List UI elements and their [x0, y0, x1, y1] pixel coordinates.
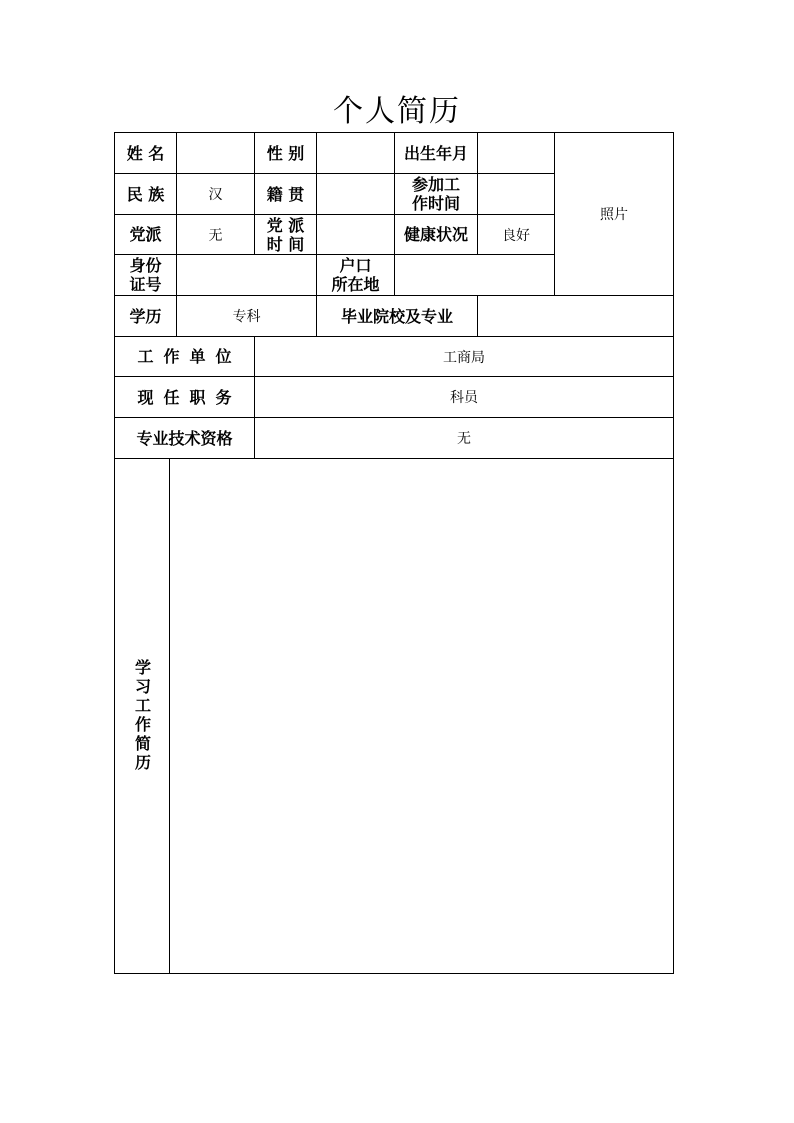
party-label: 党派 — [115, 215, 177, 255]
hukou-label-line1: 户口 — [339, 256, 372, 275]
history-field[interactable] — [170, 459, 673, 973]
birth-field[interactable] — [478, 133, 555, 174]
health-value[interactable]: 良好 — [478, 215, 555, 255]
history-label-cell — [115, 459, 170, 973]
resume-form — [114, 132, 674, 974]
work-start-label-line1: 参加工 — [411, 175, 460, 194]
education-value[interactable]: 专科 — [177, 296, 317, 337]
party-time-label-line1: 党 派 — [266, 215, 305, 235]
ethnicity-value[interactable]: 汉 — [177, 174, 255, 215]
name-label: 姓 名 — [115, 133, 177, 174]
position-label: 现任职务 — [115, 377, 255, 418]
qualification-value[interactable]: 无 — [255, 418, 673, 459]
birth-label: 出生年月 — [395, 133, 478, 174]
gender-field[interactable] — [317, 133, 395, 174]
employer-value[interactable]: 工商局 — [255, 337, 673, 377]
hukou-label — [317, 255, 395, 296]
party-value[interactable]: 无 — [177, 215, 255, 255]
name-field[interactable] — [177, 133, 255, 174]
education-label: 学历 — [115, 296, 177, 337]
native-place-field[interactable] — [317, 174, 395, 215]
photo-label: 照片 — [600, 207, 628, 223]
party-time-field[interactable] — [317, 215, 395, 255]
work-start-label-line2: 作时间 — [411, 194, 460, 213]
id-label-line2: 证号 — [129, 275, 162, 294]
page-title: 个人简历 — [333, 94, 461, 129]
health-label: 健康状况 — [395, 215, 478, 255]
party-time-label-line2: 时 间 — [266, 234, 305, 254]
party-time-label — [255, 215, 317, 255]
work-start-field[interactable] — [478, 174, 555, 215]
hukou-field[interactable] — [395, 255, 555, 296]
id-label — [115, 255, 177, 296]
position-value[interactable]: 科员 — [255, 377, 673, 418]
id-number-field[interactable] — [177, 255, 317, 296]
history-label: 学习工作简历 — [132, 659, 152, 773]
school-label: 毕业院校及专业 — [317, 296, 478, 337]
school-field[interactable] — [478, 296, 673, 337]
employer-label: 工作单位 — [115, 337, 255, 377]
id-label-line1: 身份 — [129, 256, 162, 275]
native-place-label: 籍 贯 — [255, 174, 317, 215]
hukou-label-line2: 所在地 — [331, 275, 380, 294]
work-start-label — [395, 174, 478, 215]
photo-box[interactable] — [555, 133, 673, 296]
qualification-label: 专业技术资格 — [115, 418, 255, 459]
ethnicity-label: 民 族 — [115, 174, 177, 215]
gender-label: 性 别 — [255, 133, 317, 174]
